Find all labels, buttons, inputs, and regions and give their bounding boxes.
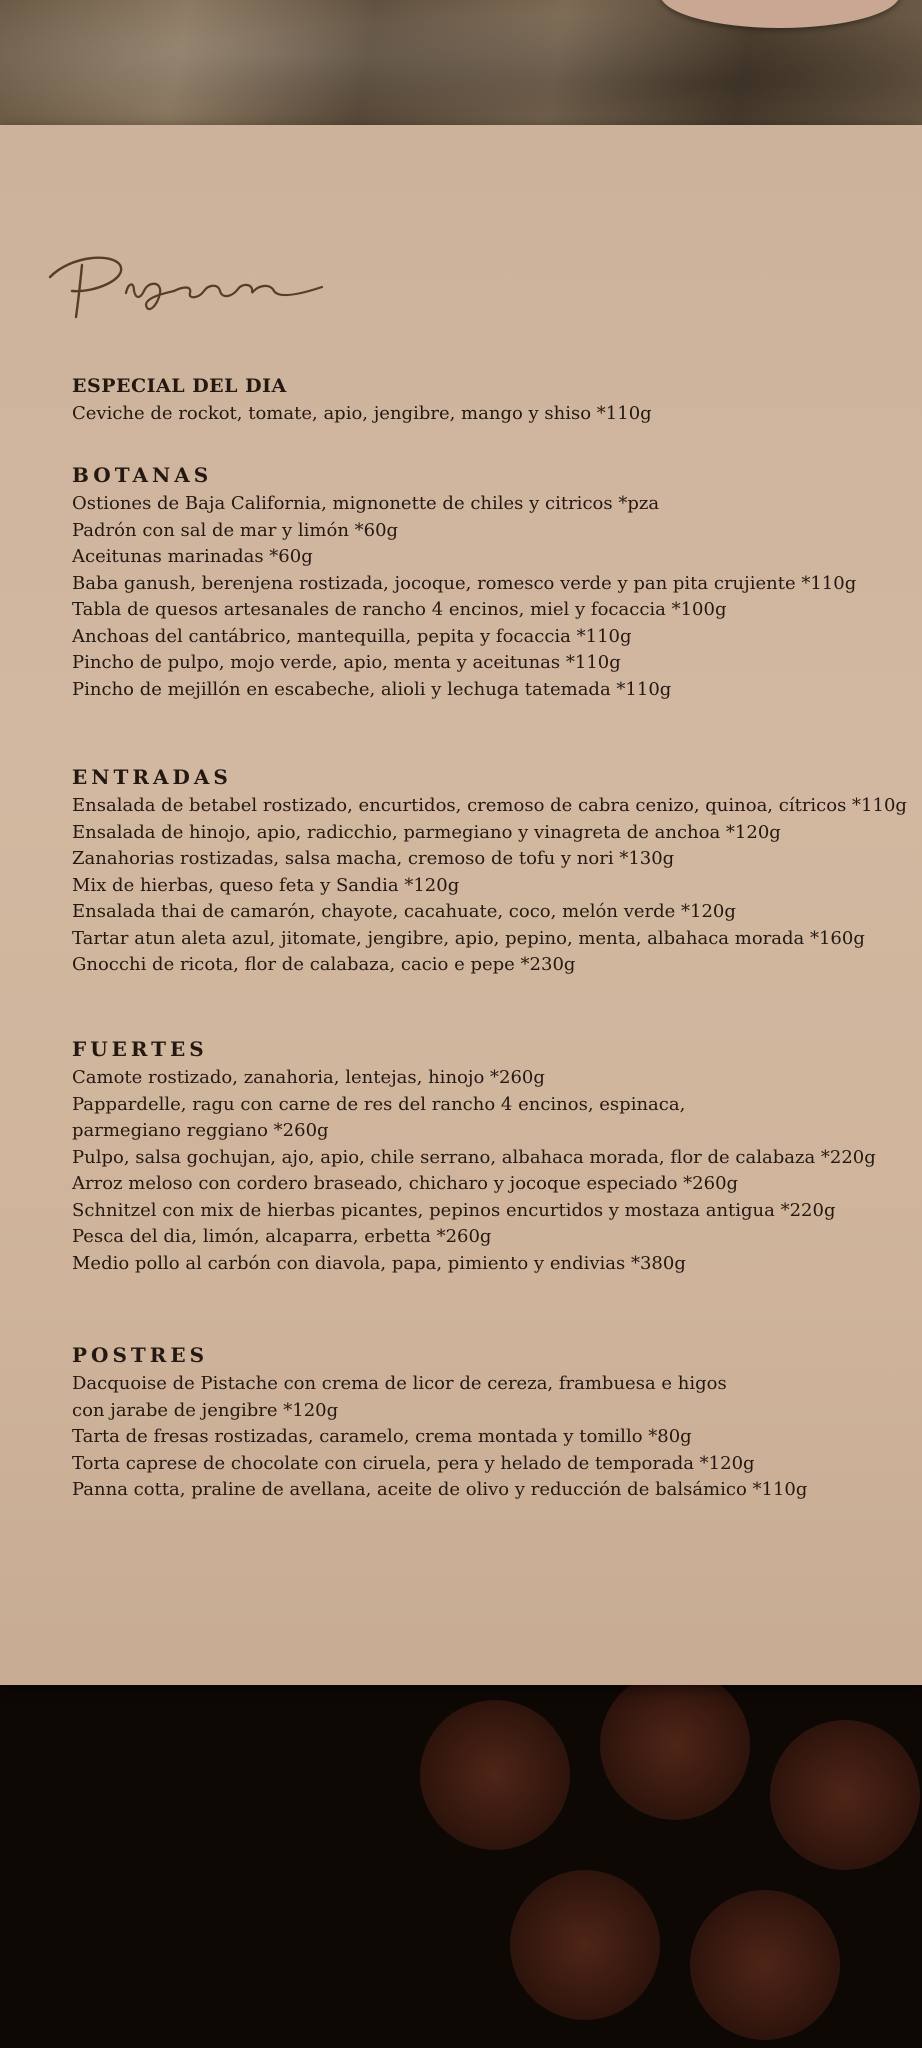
menu-item: Ensalada de betabel rostizado, encurtidos, cremoso de cabra cenizo, quinoa, cítricos *110g	[72, 795, 907, 816]
menu-item: Camote rostizado, zanahoria, lentejas, hinojo *260g	[72, 1067, 545, 1088]
section-especial	[72, 375, 912, 428]
floor-tile	[600, 1670, 750, 1820]
menu-item: Gnocchi de ricota, flor de calabaza, cacio e pepe *230g	[72, 954, 576, 975]
pigeon-logo	[42, 235, 332, 325]
menu-item: Ensalada thai de camarón, chayote, cacahuate, coco, melón verde *120g	[72, 901, 736, 922]
menu-item: Pesca del dia, limón, alcaparra, erbetta *260g	[72, 1226, 492, 1247]
menu-item: Padrón con sal de mar y limón *60g	[72, 519, 399, 541]
section-title: BOTANAS	[72, 463, 213, 487]
menu-item: Tabla de quesos artesanales de rancho 4 encinos, miel y focaccia *100g	[72, 599, 727, 620]
section-fuertes	[72, 1037, 912, 1277]
menu-item: Pincho de pulpo, mojo verde, apio, menta y aceitunas *110g	[72, 652, 621, 673]
menu-item: Medio pollo al carbón con diavola, papa, pimiento y endivias *380g	[72, 1252, 686, 1274]
menu-item: parmegiano reggiano *260g	[72, 1120, 329, 1141]
section-entradas	[72, 765, 912, 979]
menu-item: Ostiones de Baja California, mignonette de chiles y citricos *pza	[72, 493, 660, 514]
floor-tile	[770, 1720, 920, 1870]
section-postres	[72, 1343, 912, 1504]
menu-item: Baba ganush, berenjena rostizada, jocoque, romesco verde y pan pita crujiente *110g	[72, 572, 857, 594]
floor-tile	[420, 1700, 570, 1850]
menu-item: Pappardelle, ragu con carne de res del rancho 4 encinos, espinaca,	[72, 1093, 686, 1115]
menu-card	[0, 125, 922, 1685]
menu-item: Schnitzel con mix de hierbas picantes, pepinos encurtidos y mostaza antigua *220g	[72, 1199, 836, 1221]
menu-item: Tarta de fresas rostizadas, caramelo, crema montada y tomillo *80g	[72, 1426, 692, 1447]
menu-item: Arroz meloso con cordero braseado, chicharo y jocoque especiado *260g	[72, 1173, 739, 1194]
section-title: ESPECIAL DEL DIA	[72, 375, 287, 397]
section-title: FUERTES	[72, 1037, 208, 1061]
menu-item: Ceviche de rockot, tomate, apio, jengibre, mango y shiso *110g	[72, 403, 652, 424]
menu-item: Panna cotta, praline de avellana, aceite de olivo y reducción de balsámico *110g	[72, 1479, 808, 1500]
menu-item: Dacquoise de Pistache con crema de licor de cereza, frambuesa e higos	[72, 1373, 727, 1394]
menu-item: Ensalada de hinojo, apio, radicchio, parmegiano y vinagreta de anchoa *120g	[72, 821, 781, 843]
menu-item: Mix de hierbas, queso feta y Sandia *120g	[72, 874, 460, 896]
menu-item: Tartar atun aleta azul, jitomate, jengibre, apio, pepino, menta, albahaca morada *160g	[72, 927, 865, 949]
floor-tile	[690, 1890, 840, 2040]
section-title: POSTRES	[72, 1343, 209, 1367]
menu-item: Torta caprese de chocolate con ciruela, pera y helado de temporada *120g	[72, 1452, 755, 1474]
menu-item: Pulpo, salsa gochujan, ajo, apio, chile serrano, albahaca morada, flor de calabaza *220g	[72, 1146, 876, 1168]
menu-item: Pincho de mejillón en escabeche, alioli y lechuga tatemada *110g	[72, 678, 672, 700]
menu-item: Zanahorias rostizadas, salsa macha, cremoso de tofu y nori *130g	[72, 848, 675, 869]
section-title: ENTRADAS	[72, 765, 232, 789]
menu-item: Anchoas del cantábrico, mantequilla, pepita y focaccia *110g	[72, 625, 632, 647]
menu-item: Aceitunas marinadas *60g	[72, 546, 313, 567]
section-botanas	[72, 463, 912, 703]
floor-tile	[510, 1870, 660, 2020]
tiled-floor	[0, 1680, 922, 2048]
menu-item: con jarabe de jengibre *120g	[72, 1399, 339, 1421]
